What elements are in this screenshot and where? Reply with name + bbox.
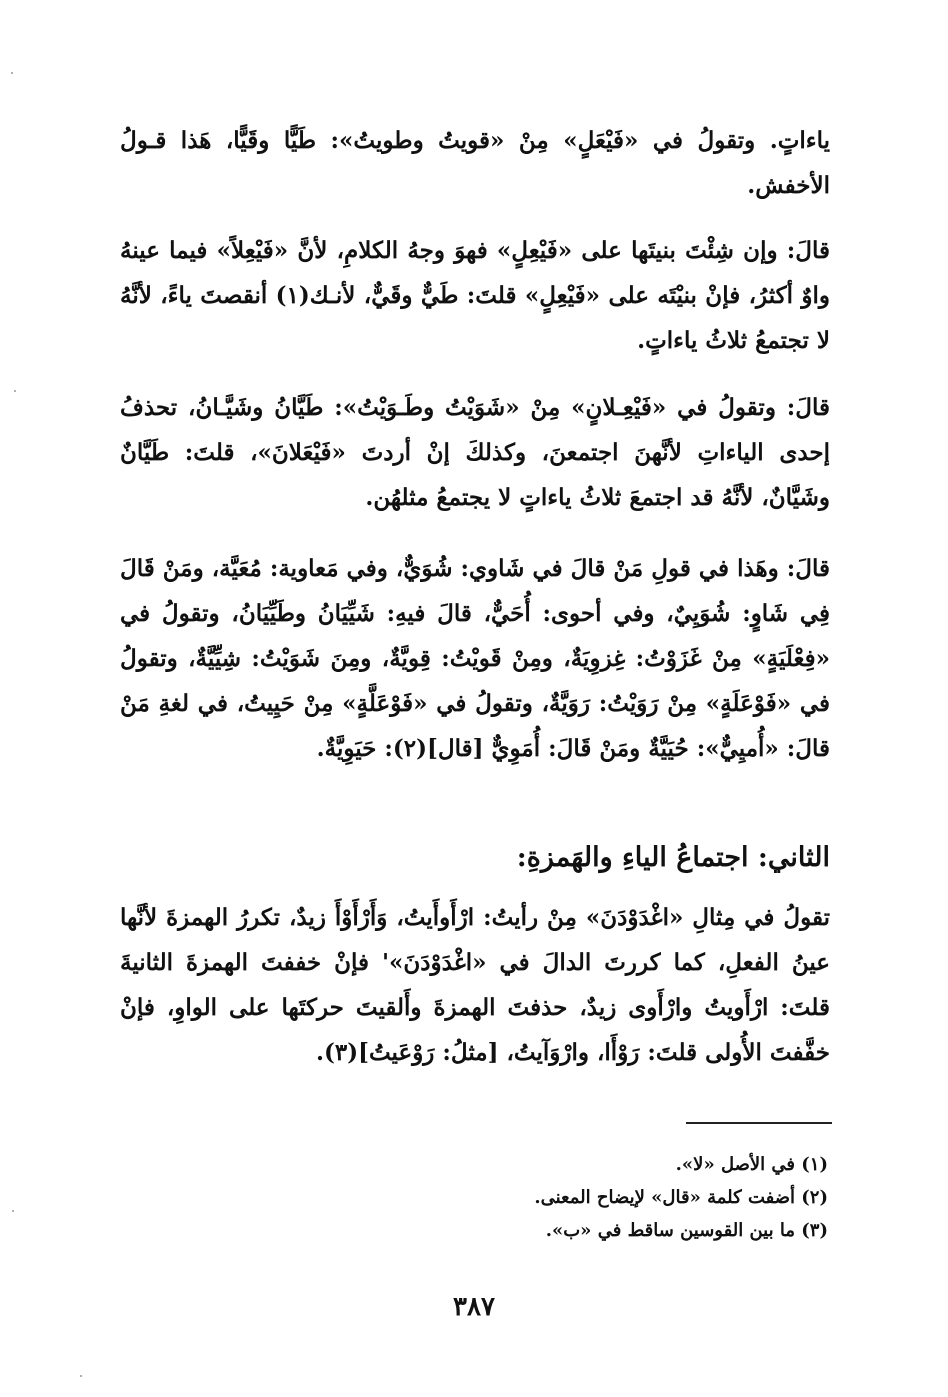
footnotes bbox=[534, 1148, 828, 1247]
footnote: (٣) ما بين القوسين ساقط في «ب». bbox=[545, 1220, 828, 1241]
paragraph: ياءاتٍ. وتقولُ في «فَيْعَلٍ» مِنْ «قويتُ وطويتُ»: طَيًّا وقَيًّا، هَذا قـولُ الأخفش. bbox=[120, 127, 830, 199]
scan-speck bbox=[14, 390, 16, 392]
footnote: (٢) أضفت كلمة «قال» لإيضاح المعنى. bbox=[534, 1187, 828, 1208]
paragraph: قالَ: وهَذا في قولِ مَنْ قالَ في شَاوي: شُوَيٌّ، وفي مَعاوية: مُعَيَّة، ومَنْ قَالَ فِي شَاوٍ: شُوَيِيٌ، وفي أحوى: أُحَيٌّ، قالَ فيهِ: شَيِّيَانُ وطَيِّيَانُ، وتقولُ في «فِعْلَيَةٍ» مِنْ غَزَوْتُ: غِزوِيَةٌ، ومِنْ قَويْتُ: قِويَّةٌ، ومِنَ شَوَيْتُ: شِيِّيَّةٌ، وتقولُ في «فَوْعَلَةٍ» مِنْ رَوَيْتُ: رَوَيَّةٌ، وتقولُ في «فَوْعَلَّةٍ» مِنْ حَيِيتُ، في لغةِ مَنْ قالَ: «أُميِيٌّ»: حُيَيَّةٌ ومَنْ قَالَ: أُمَوِيٌّ [قال](٢): حَيَوِيَّةٌ. bbox=[120, 555, 830, 762]
paragraph: تقولُ في مِثالِ «اغْدَوْدَنَ» مِنْ رأيتُ: ارْأَوأَيتُ، وَأَرْأَوْأَ زيدٌ، تكررُ الهمزةَ لأنَّها عينُ الفعلِ، كما كررتَ الدالَ في «اغْدَوْدَنَ»' فإنْ خففتَ الهمزةَ الثانيةَ قلتَ: ارْأَويتُ وارْأَوى زيدٌ، حذفتَ الهمزةَ وأَلقيتَ حركتَها على الواوِ، فإنْ خفَّفتَ الأُولى قلتَ: رَوْأَا، وارْوَآيتُ، [مثلُ: رَوْعَيتُ](٣). bbox=[120, 904, 830, 1066]
paragraph-block bbox=[120, 895, 830, 1075]
footnote-divider bbox=[686, 1122, 832, 1124]
paragraph-block bbox=[120, 385, 830, 520]
paragraph: قالَ: وإن شِئْتَ بنيتَها على «فَيْعِلٍ» فهوَ وجهُ الكلامِ، لأنَّ «فَيْعِلاً» فيما عينهُ واوٌ أكثرُ، فإنْ بنيْتَه على «فَيْعِلٍ» قلتَ: طَيٌّ وقَيٌّ، لأنـك(١) أنقصتَ ياءً، لأنَّهُ لا تجتمعُ ثلاثُ ياءاتٍ. bbox=[120, 237, 830, 354]
paragraph: قالَ: وتقولُ في «فَيْعِـلانٍ» مِنْ «شَوَيْتُ وطَـوَيْتُ»: طَيَّانُ وشَيَّـانُ، تحذفُ إحدى الياءاتِ لأنَّهنَ اجتمعنَ، وكذلكَ إنْ أردتَ «فَيْعَلانَ»، قلتَ: طَيَّانٌ وشَيَّانٌ، لأنَّهُ قد اجتمعَ ثلاثُ ياءاتٍ لا يجتمعُ مثلهُن. bbox=[120, 394, 830, 511]
paragraph-block bbox=[120, 546, 830, 771]
scan-speck bbox=[80, 1375, 82, 1377]
footnote: (١) في الأصل «لا». bbox=[675, 1154, 828, 1175]
paragraph-continuation bbox=[120, 118, 830, 208]
section-heading: الثاني: اجتماعُ الياءِ والهَمزةِ: bbox=[516, 842, 830, 873]
page-number: ٣٨٧ bbox=[453, 1292, 495, 1322]
scan-speck bbox=[11, 72, 13, 74]
paragraph-block bbox=[120, 228, 830, 363]
scan-speck bbox=[12, 1210, 14, 1212]
